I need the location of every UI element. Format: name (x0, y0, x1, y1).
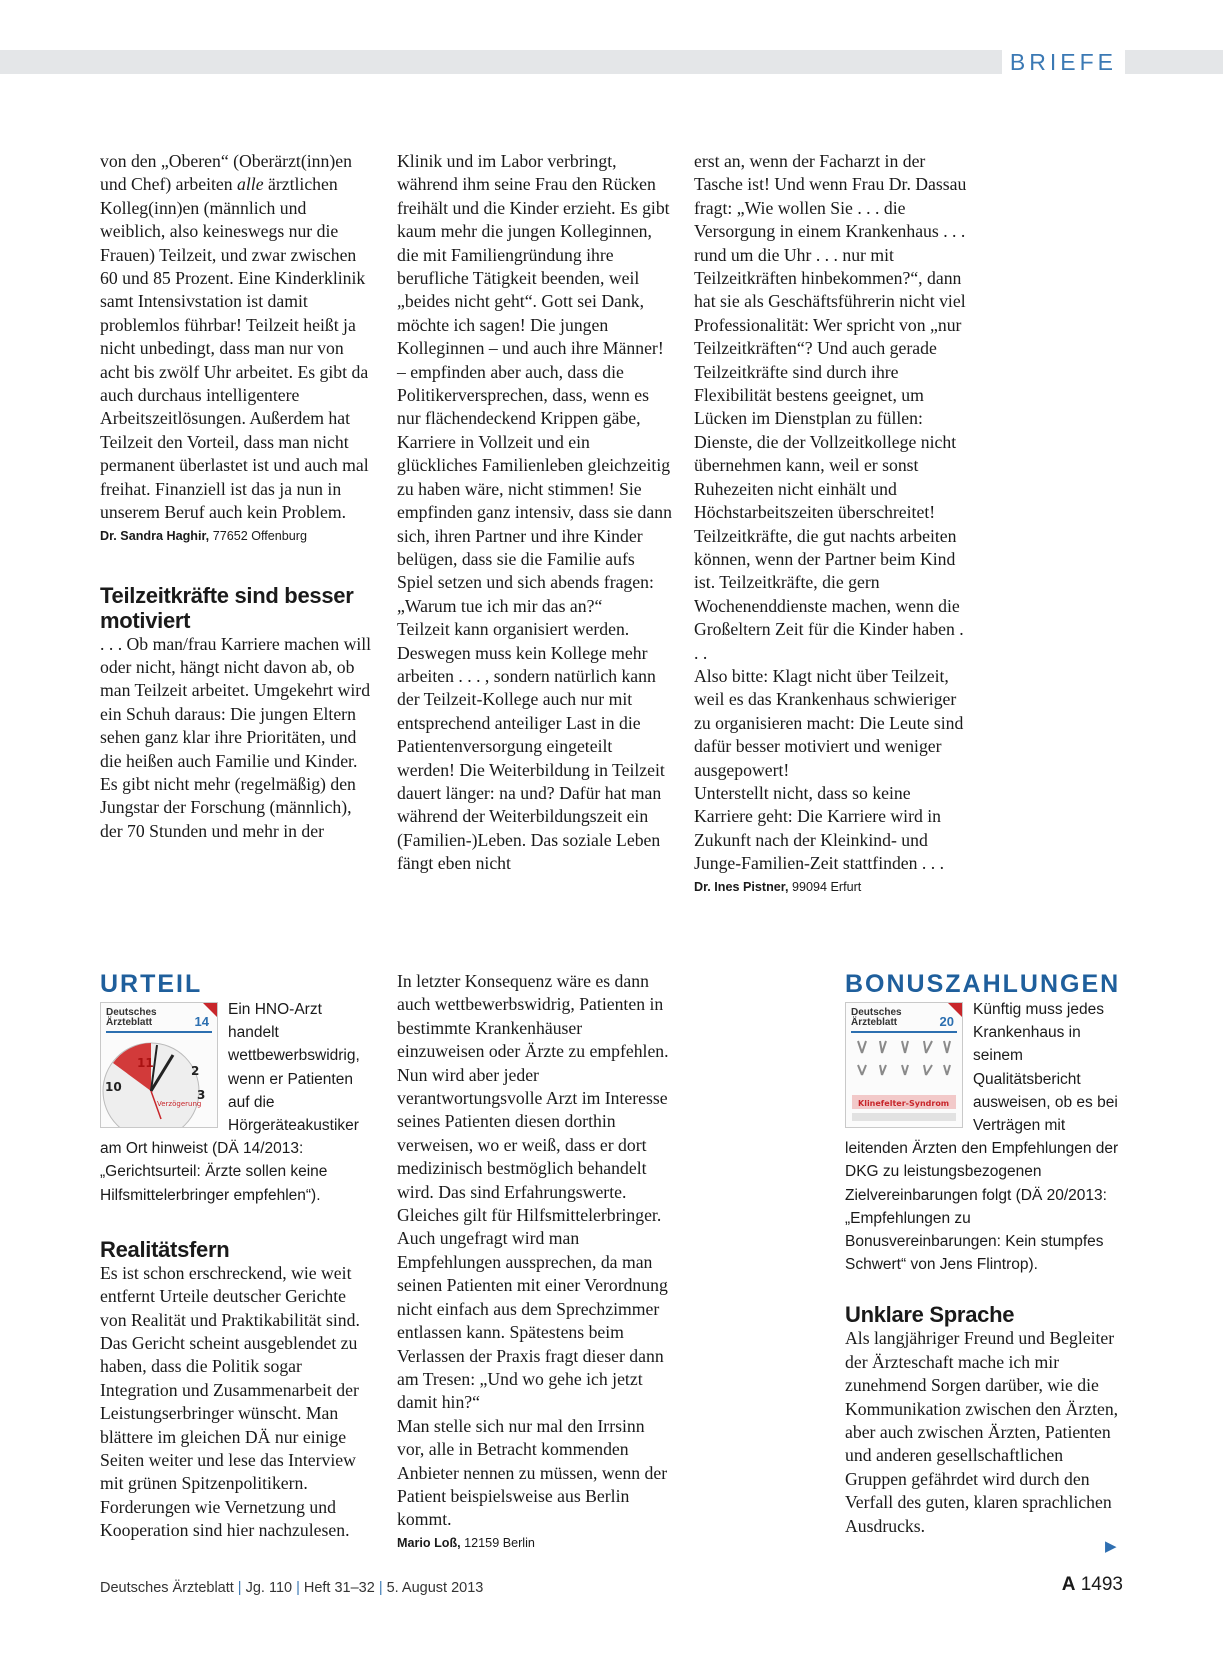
page-number (1062, 1574, 1123, 1596)
cover-title: Deutsches Ärzteblatt (851, 1007, 902, 1028)
letter2-col1-p1: . . . Ob man/frau Karriere machen will oder nicht, hängt nicht davon ab, ob man Teilzeit arbeitet. Umgekehrt wird ein Schuh daraus: Die jungen Eltern sehen ganz klar ihre Prioritäten, und die heißen auch Familie und Kinder. (100, 633, 372, 771)
section-label: BRIEFE (1002, 48, 1125, 76)
clock-icon (101, 1033, 217, 1127)
urteil-cover-image (100, 1002, 218, 1128)
svg-text:2: 2 (191, 1064, 200, 1078)
letter2-col3-p1: erst an, wenn der Facharzt in der Tasche ist! Und wenn Frau Dr. Dassau fragt: „Wie wollen Sie . . . die Versorgung in einem Krankenhaus . . . rund um die Uhr . . . nur mit Teilzeitkräften hinbekommen?“, dann hat sie als Geschäftsführerin nicht viel Professionalität: Wer spricht von „nur Teilzeitkräften“? Und auch gerade Teilzeitkräfte sind durch ihre Flexibilität bestens geeignet, um Lücken im Dienstplan zu füllen: Dienste, die der Vollzeitkollege nicht übernehmen kann, weil er sonst Ruhezeiten nicht einhält und Höchstarbeitszeiten überschreitet! Teilzeitkräfte, die gut nachts arbeiten können, wenn der Partner beim Kind ist. Teilzeitkräfte, die gern Wochenenddienste machen, wenn die Großeltern Zeit für die Kinder haben . . . (694, 151, 967, 663)
bonus-column (845, 970, 1123, 1538)
letter2-col2-p1: Klinik und im Labor verbringt, während ihm seine Frau den Rücken freihält und die Kinder erzieht. Es gibt kaum mehr die jungen Kolleginnen, die mit Familiengründung ihre berufliche Tätigkeit beenden, weil „beides nicht geht“. Gott sei Dank, möchte ich sagen! Die jungen Kolleginnen – und auch ihre Männer! – empfinden aber auch, dass die Politikerversprechen, dass, wenn es nur flächendeckend Krippen gäbe, Karriere in Vollzeit und ein glückliches Familienleben gleichzeitig zu haben wäre, nicht stimmen! Sie empfinden ganz intensiv, dass sie dann sich, ihren Partner und ihre Kinder belügen, dass sie die Familie aufs Spiel setzen und sich abends fragen: „Warum tue ich mir das an?“ (397, 151, 672, 616)
footer-date: 5. August 2013 (386, 1580, 484, 1596)
letter1-author: Dr. Sandra Haghir, (100, 528, 210, 543)
letter1-place: 77652 Offenburg (212, 528, 307, 543)
bonus-lead: Künftig muss jedes Krankenhaus in seinem Qualitätsbericht ausweisen, ob es bei Verträgen mit leitenden Ärzten den Empfehlungen der DKG zu leistungsbezogenen Zielvereinbarungen folgt (DÄ 20/2013: „Empfehlungen zu Bonusvereinbarungen: Kein stumpfes Schwert“ von Jens Flintrop). (845, 1001, 1119, 1274)
chromosome-figure-icon (846, 1033, 962, 1127)
page-value: 1493 (1080, 1574, 1123, 1595)
letter2-headline: Teilzeitkräfte sind besser motiviert (100, 582, 354, 633)
cover-caption: Klinefelter-Syndrom (858, 1099, 950, 1108)
column-1-top (100, 150, 375, 843)
cover-issue: 14 (194, 1014, 209, 1029)
letter2-author: Dr. Ines Pistner, (694, 879, 789, 894)
cover-caption: Verzögerung (157, 1100, 202, 1108)
letter2-signature (694, 876, 969, 898)
bonus-kicker: BONUSZAHLUNGEN (845, 970, 1121, 998)
urteil-lead: Ein HNO-Arzt handelt wettbewerbswidrig, wenn er Patienten auf die Hörgeräteakustiker am Ort hinweist (DÄ 14/2013: „Gerichtsurteil: Ärzte sollen keine Hilfsmittelerbringer empfehlen“). (100, 1001, 360, 1204)
urteil-headline: Realitätsfern (100, 1236, 230, 1262)
column-3-top (694, 150, 969, 898)
letter1-signature (100, 525, 375, 547)
cover-title: Deutsches Ärzteblatt (106, 1007, 157, 1028)
letter2-place: 99094 Erfurt (792, 879, 862, 894)
bonus-text: Als langjähriger Freund und Begleiter der Ärzteschaft mache ich mir zunehmend Sorgen darüber, wie die Kommunikation zwischen den Ärzten, aber auch zwischen Ärzten, Patienten und anderen gesellschaftlichen Gruppen gefährdet wird durch den Verfall des guten, klaren sprachlichen Ausdrucks. (845, 1328, 1119, 1536)
footer: Deutsches Ärzteblatt | Jg. 110 | Heft 31–32 | 5. August 2013 (100, 1580, 484, 1596)
urteil-place: 12159 Berlin (464, 1535, 535, 1550)
urteil-col2-p3: Man stelle sich nur mal den Irrsinn vor, alle in Betracht kommenden Anbieter nennen zu müssen, wenn der Patient beispielsweise aus Berlin kommt. (397, 1415, 668, 1530)
urteil-column-1 (100, 970, 375, 1543)
urteil-kicker: URTEIL (100, 970, 203, 998)
urteil-signature (397, 1532, 672, 1554)
letter2-col1-p2: Es gibt nicht mehr (regelmäßig) den Jungstar der Forschung (männlich), der 70 Stunden und mehr in der (100, 773, 356, 841)
letter1-text: von den „Oberen“ (Oberärzt(inn)en und Chef) arbeiten alle ärztlichen Kolleg(inn)en (männlich und weiblich, also keineswegs nur die Frauen) Teilzeit, und zwar zwischen 60 und 85 Prozent. Eine Kinderklinik samt Intensivstation ist damit problemlos führbar! Teilzeit heißt ja nicht unbedingt, dass man nur von acht bis zwölf Uhr arbeitet. Es gibt da auch durchaus intelligentere Arbeitszeitlösungen. Außerdem hat Teilzeit den Vorteil, dass man nicht permanent überlastet ist und auch mal freihat. Finanziell ist das ja nun in unserem Beruf auch kein Problem. (100, 151, 369, 523)
urteil-col1-text: Es ist schon erschreckend, wie weit entfernt Urteile deutscher Gerichte von Realität und Praktikabilität sind. Das Gericht scheint ausgeblendet zu haben, dass die Politik sogar Integration und Zusammenarbeit der Leistungserbringer wünscht. Man blättere im gleichen DÄ nur einige Seiten weiter und lese das Interview mit grünen Spitzenpolitikern. Forderungen wie Vernetzung und Kooperation sind hier nachzulesen. (100, 1262, 360, 1541)
urteil-author: Mario Loß, (397, 1535, 461, 1550)
footer-issue: Heft 31–32 (303, 1580, 375, 1596)
footer-journal: Deutsches Ärzteblatt (100, 1580, 234, 1596)
urteil-column-2 (397, 970, 672, 1554)
urteil-col2-p2: Auch ungefragt wird man Empfehlungen aussprechen, da man seinen Patienten mit einer Verordnung nicht einfach aus dem Sprechzimmer entlassen kann. Spätestens beim Verlassen der Praxis fragt dieser dann am Tresen: „Und wo gehe ich jetzt damit hin?“ (397, 1228, 668, 1413)
letter2-col2-p2: Teilzeit kann organisiert werden. Deswegen muss kein Kollege mehr arbeiten . . . , sondern natürlich kann der Teilzeit-Kollege auch nur mit entsprechend anteiliger Last in die Patientenversorgung eingeteilt werden! Die Weiterbildung in Teilzeit dauert länger: na und? Dafür hat man während der Weiterbildungszeit ein (Familien-)Leben. Das soziale Leben fängt eben nicht (397, 619, 665, 874)
cover-issue: 20 (939, 1014, 954, 1029)
column-2-top (397, 150, 672, 876)
letter2-col3-p2: Also bitte: Klagt nicht über Teilzeit, weil es das Krankenhaus schwieriger zu organisieren macht: Die Leute sind dafür besser motiviert und weniger ausgepowert! (694, 665, 964, 780)
continue-arrow-icon: ▶ (1105, 1537, 1117, 1555)
svg-text:3: 3 (197, 1088, 206, 1102)
letter2-col3-p3: Unterstellt nicht, dass so keine Karriere geht: Die Karriere wird in Zukunft nach der Kleinkind- und Junge-Familien-Zeit stattfinden . . . (694, 782, 945, 874)
bonus-headline: Unklare Sprache (845, 1302, 1015, 1328)
svg-text:10: 10 (105, 1080, 122, 1094)
svg-text:11: 11 (137, 1056, 154, 1070)
bonus-cover-image (845, 1002, 963, 1128)
urteil-col2-p1: In letzter Konsequenz wäre es dann auch wettbewerbswidrig, Patienten in bestimmte Krankenhäuser einzuweisen oder Ärzte zu empfehlen. Nun wird aber jeder verantwortungsvolle Arzt im Interesse seines Patienten diesen dorthin verweisen, wo er weiß, dass er dort medizinisch bestmöglich behandelt wird. Das sind Erfahrungswerte. Gleiches gilt für Hilfsmittelerbringer. (397, 971, 669, 1226)
page-prefix: A (1061, 1574, 1076, 1595)
footer-volume: Jg. 110 (245, 1580, 293, 1596)
